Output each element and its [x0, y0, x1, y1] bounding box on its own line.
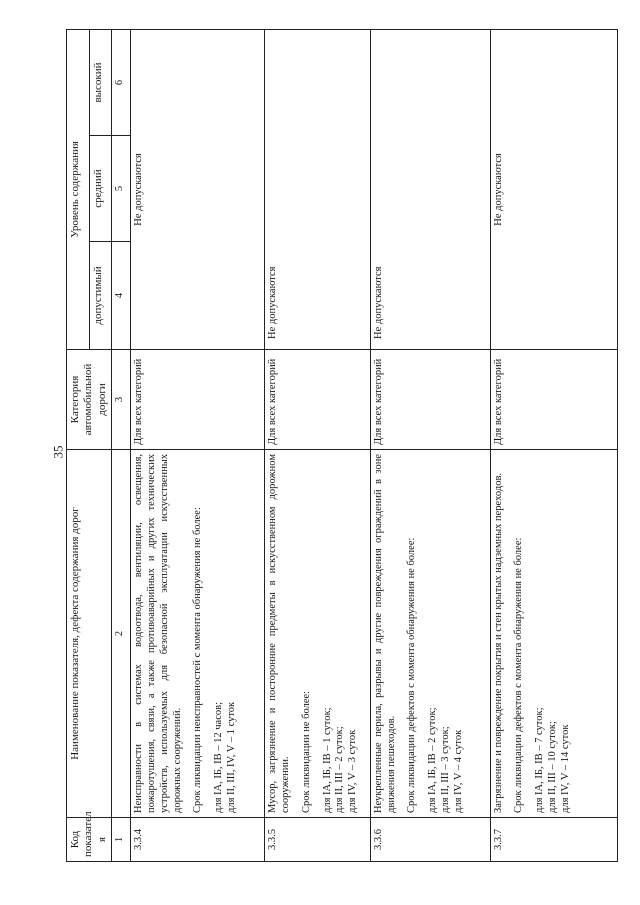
- header-level: Уровень содержания: [67, 29, 90, 349]
- column-number: 3: [112, 350, 131, 450]
- table-row: [265, 29, 371, 861]
- header-name: Наименование показателя, дефекта содержания дорог: [67, 450, 112, 818]
- row-code: 3.3.4: [131, 818, 265, 862]
- row-description-cell: [131, 450, 265, 818]
- row-category: Для всех категорий: [131, 350, 265, 450]
- rotated-table-container: [66, 30, 610, 862]
- row-description: Мусор, загрязнение и посторонние предметы в искусственном дорожном сооружении.: [267, 454, 291, 813]
- row-term-title: Срок ликвидации дефектов с момента обнаружения не более:: [406, 537, 418, 813]
- row-code: 3.3.6: [370, 818, 490, 862]
- header-code: Код показател я: [67, 818, 112, 862]
- row-term: для IV, V – 4 суток: [452, 729, 464, 813]
- row-code: 3.3.7: [490, 818, 618, 862]
- row-description-cell: [370, 450, 490, 818]
- column-number: 5: [112, 136, 131, 242]
- row-level-value: Не допускаются: [370, 29, 490, 349]
- header-level-acceptable: допустимый: [89, 242, 112, 350]
- row-level-value: Не допускаются: [490, 29, 618, 349]
- row-term: для IA, IБ, IB – 7 суток;: [534, 707, 546, 813]
- row-term: для IA, IБ, IB – 2 суток;: [427, 707, 439, 813]
- header-level-high: высокий: [89, 29, 112, 135]
- row-term-title: Срок ликвидации неисправностей с момента обнаружения не более:: [192, 507, 204, 813]
- table-row: [490, 29, 618, 861]
- column-number: 1: [112, 818, 131, 862]
- column-number: 4: [112, 242, 131, 350]
- table-row: [370, 29, 490, 861]
- header-level-medium: средний: [89, 136, 112, 242]
- row-term-title: Срок ликвидации дефектов с момента обнаружения не более:: [513, 537, 525, 813]
- row-description: Загрязнение и повреждение покрытия и стен крытых надземных переходов.: [492, 472, 504, 813]
- row-term: для IA, IБ, IB – 1 суток;: [321, 707, 333, 813]
- row-description-cell: [490, 450, 618, 818]
- column-number-row: [112, 29, 131, 861]
- row-level-value: Не допускаются: [265, 29, 371, 349]
- maintenance-defects-table: [66, 29, 618, 862]
- row-description: Неисправности в системах водоотвода, вентиляции, освещения, пожаротушения, связи, а также противоаварийных и других технических устройств, используемых для безопасной эксплуатации искусственных дорожных сооружений.: [133, 454, 183, 813]
- row-term: для II, III – 3 суток;: [439, 726, 451, 813]
- header-row-1: [67, 29, 90, 861]
- table-row: [131, 29, 265, 861]
- row-term: для II, III – 10 суток;: [546, 721, 558, 813]
- row-description: Неукрепленные перила, разрывы и другие повреждения ограждений в зоне движения пешеходов.: [372, 454, 397, 813]
- row-term: для IV, V – 14 суток: [559, 724, 571, 813]
- header-category: Категория автомобильной дороги: [67, 350, 112, 450]
- row-term-title: Срок ликвидации не более:: [300, 690, 312, 813]
- column-number: 6: [112, 29, 131, 135]
- row-description-cell: [265, 450, 371, 818]
- page-number: 35: [50, 445, 66, 459]
- row-term: для II, III – 2 суток;: [334, 726, 346, 813]
- row-term: для IA, IБ, IB – 12 часов;: [213, 702, 225, 813]
- row-category: Для всех категорий: [490, 350, 618, 450]
- row-category: Для всех категорий: [265, 350, 371, 450]
- row-term: для II, III, IV, V – 1 суток: [226, 701, 237, 813]
- row-category: Для всех категорий: [370, 350, 490, 450]
- row-level-value: Не допускаются: [131, 29, 265, 349]
- row-code: 3.3.5: [265, 818, 371, 862]
- row-term: для IV, V – 3 суток: [347, 729, 359, 813]
- column-number: 2: [112, 450, 131, 818]
